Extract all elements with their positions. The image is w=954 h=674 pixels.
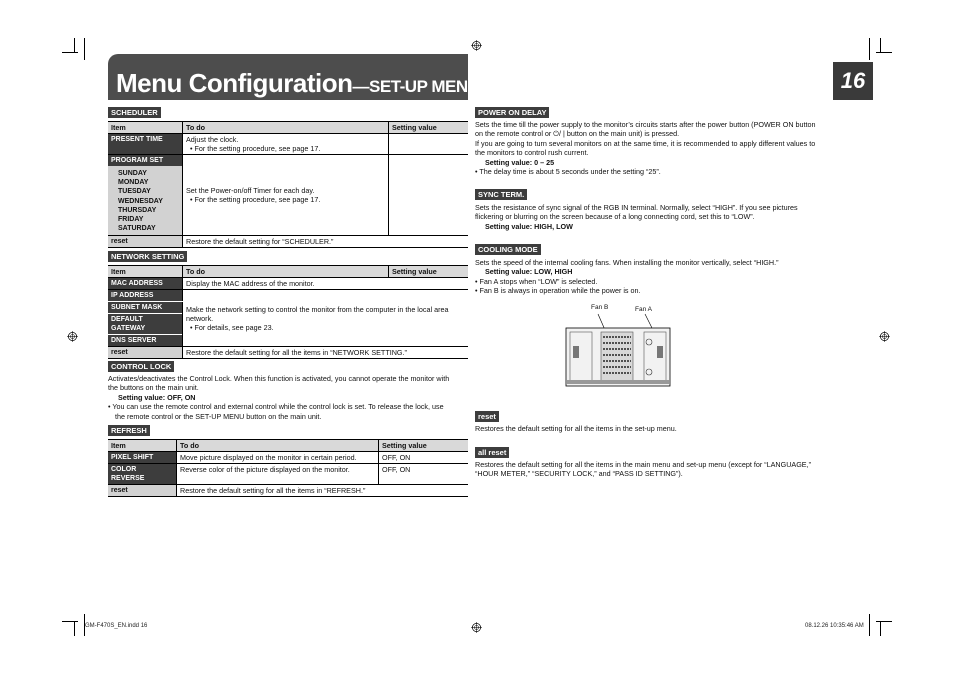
todo-cell: Reverse color of the picture displayed on the monitor. <box>177 464 379 485</box>
page-number: 16 <box>833 62 873 100</box>
item-pixel-shift: PIXEL SHIFT <box>108 452 177 464</box>
col-todo: To do <box>177 440 379 452</box>
all-reset-text <box>475 460 837 479</box>
bullet: • The delay time is about 5 seconds under the setting “25”. <box>475 167 661 177</box>
crop-mark <box>62 52 78 53</box>
table-row <box>108 278 468 290</box>
todo-text: Set the Power-on/off Timer for each day. <box>186 186 315 196</box>
todo-cell: Move picture displayed on the monitor in certain period. <box>177 452 379 464</box>
paragraph: “HOUR METER,” “SECURITY LOCK,” and “PASS ID SETTING”). <box>475 469 683 479</box>
registration-mark-icon <box>471 40 482 51</box>
control-lock-text <box>108 374 470 421</box>
col-todo: To do <box>183 266 389 278</box>
crop-mark <box>880 38 881 52</box>
paragraph: Sets the speed of the internal cooling fans. When installing the monitor vertically, select “HIGH.” <box>475 258 779 267</box>
bullet-cont: the remote control or the SET-UP MENU button on the main unit. <box>115 411 322 421</box>
bullet: • Fan A stops when “LOW” is selected. <box>475 276 598 286</box>
setting-cell: OFF, ON <box>379 452 469 464</box>
item-color-reverse <box>108 464 177 485</box>
bullet: • You can use the remote control and external control while the control lock is set. To release the lock, use <box>108 402 444 412</box>
item-default-gateway <box>108 314 183 335</box>
table-row <box>108 155 468 236</box>
control-lock-tag: CONTROL LOCK <box>108 361 174 372</box>
item-present-time: PRESENT TIME <box>108 134 183 155</box>
item-text: COLOR <box>111 466 137 473</box>
fan-b-label: Fan B <box>591 304 609 311</box>
table-row <box>108 236 468 248</box>
setting-cell <box>389 155 469 236</box>
refresh-table <box>108 439 468 497</box>
todo-note: • For the setting procedure, see page 17. <box>190 195 321 205</box>
setting-cell: OFF, ON <box>379 464 469 485</box>
todo-cell: Restore the default setting for “SCHEDULER.” <box>183 236 469 248</box>
scheduler-tag: SCHEDULER <box>108 107 161 118</box>
todo-cell: Restore the default setting for all the items in “REFRESH.” <box>177 485 469 497</box>
day-item: SATURDAY <box>118 225 156 233</box>
todo-cell <box>183 155 389 236</box>
registration-mark-icon <box>879 331 890 342</box>
network-setting-tag: NETWORK SETTING <box>108 251 187 262</box>
day-item: MONDAY <box>118 179 149 187</box>
item-text: GATEWAY <box>111 325 146 332</box>
crop-mark <box>869 614 870 636</box>
col-item: Item <box>108 440 177 452</box>
col-setting: Setting value <box>389 122 469 134</box>
page-title <box>116 68 532 99</box>
table-row <box>108 290 468 302</box>
todo-note: • For the setting procedure, see page 17. <box>190 144 321 153</box>
item-program-set: PROGRAM SET <box>108 155 182 166</box>
table-row <box>108 452 468 464</box>
col-setting: Setting value <box>379 440 469 452</box>
crop-mark <box>869 38 870 60</box>
todo-text: Make the network setting to control the monitor from the computer in the local area <box>186 304 449 314</box>
table-row <box>108 134 468 155</box>
day-item: THURSDAY <box>118 206 157 214</box>
paragraph: If you are going to turn several monitors on at the same time, it is recommended to apply different values to <box>475 138 816 148</box>
cooling-mode-text <box>475 258 835 296</box>
item-reset: reset <box>108 485 177 497</box>
paragraph: the monitors to control rush current. <box>475 148 589 158</box>
cooling-mode-tag: COOLING MODE <box>475 244 541 255</box>
monitor-rear-diagram-icon <box>565 312 671 388</box>
todo-cell <box>183 134 389 155</box>
table-row <box>108 485 468 497</box>
power-on-delay-text <box>475 120 835 176</box>
item-ip-address: IP ADDRESS <box>108 290 183 302</box>
footer-file: GM-F470S_EN.indd 16 <box>85 623 148 629</box>
day-item: WEDNESDAY <box>118 197 163 205</box>
col-item: Item <box>108 266 183 278</box>
power-on-delay-tag: POWER ON DELAY <box>475 107 549 118</box>
sync-term-tag: SYNC TERM. <box>475 189 527 200</box>
crop-mark <box>84 38 85 60</box>
day-item: TUESDAY <box>118 188 151 196</box>
reset-text: Restores the default setting for all the items in the set-up menu. <box>475 424 677 433</box>
network-table <box>108 265 468 359</box>
todo-text: Adjust the clock. <box>186 135 239 144</box>
footer-date: 08.12.26 10:35:46 AM <box>805 623 864 629</box>
sync-term-text <box>475 203 835 231</box>
todo-text: network. <box>186 313 214 323</box>
todo-cell: Display the MAC address of the monitor. <box>183 278 469 290</box>
todo-cell: Restore the default setting for all the items in “NETWORK SETTING.” <box>183 347 469 359</box>
item-subnet-mask: SUBNET MASK <box>108 302 183 314</box>
crop-mark <box>74 38 75 52</box>
reset-tag: reset <box>475 411 499 422</box>
setting-value: Setting value: LOW, HIGH <box>485 267 573 277</box>
day-item: SUNDAY <box>118 170 147 177</box>
title-sub: —SET-UP MENU (cont.) <box>352 77 533 96</box>
crop-mark <box>62 621 78 622</box>
item-text: REVERSE <box>111 475 145 482</box>
todo-note: • For details, see page 23. <box>190 322 274 332</box>
crop-mark <box>876 621 892 622</box>
setting-cell <box>389 134 469 155</box>
crop-mark <box>880 622 881 636</box>
table-row <box>108 464 468 485</box>
title-main: Menu Configuration <box>116 68 353 98</box>
item-reset: reset <box>108 347 183 359</box>
scheduler-table <box>108 121 468 248</box>
paragraph: Activates/deactivates the Control Lock. When this function is activated, you cannot operate the monitor with <box>108 374 450 383</box>
paragraph: Restores the default setting for all the items in the main menu and set-up menu (except for “LANGUAGE,” <box>475 460 811 469</box>
registration-mark-icon <box>67 331 78 342</box>
table-row <box>108 347 468 359</box>
item-text: DEFAULT <box>111 316 143 323</box>
days-list <box>108 166 182 235</box>
paragraph: on the remote control or ⏻/ | button on the main unit) is pressed. <box>475 129 680 139</box>
item-reset: reset <box>108 236 183 248</box>
refresh-tag: REFRESH <box>108 425 150 436</box>
day-item: FRIDAY <box>118 216 144 224</box>
col-item: Item <box>108 122 183 134</box>
col-todo: To do <box>183 122 389 134</box>
registration-mark-icon <box>471 622 482 633</box>
crop-mark <box>876 52 892 53</box>
item-program-set-cell <box>108 155 183 236</box>
setting-value: Setting value: OFF, ON <box>118 392 196 402</box>
bullet: • Fan B is always in operation while the power is on. <box>475 286 641 296</box>
paragraph: flickering or blurring on the screen because of a long connecting cord, set this to “LOW”. <box>475 212 755 222</box>
todo-cell <box>183 290 469 347</box>
setting-value: Setting value: 0 – 25 <box>485 157 555 167</box>
item-mac-address: MAC ADDRESS <box>108 278 183 290</box>
paragraph: the buttons on the main unit. <box>108 383 199 393</box>
col-setting: Setting value <box>389 266 469 278</box>
all-reset-tag: all reset <box>475 447 509 458</box>
crop-mark <box>74 622 75 636</box>
paragraph: Sets the time till the power supply to the monitor’s circuits starts after the power button (POWER ON button <box>475 120 816 129</box>
title-banner <box>108 54 533 100</box>
setting-value: Setting value: HIGH, LOW <box>485 221 573 231</box>
fan-a-label: Fan A <box>635 306 652 313</box>
paragraph: Sets the resistance of sync signal of the RGB IN terminal. Normally, select “HIGH”. If you see pictures <box>475 203 798 212</box>
item-dns-server: DNS SERVER <box>108 335 183 347</box>
